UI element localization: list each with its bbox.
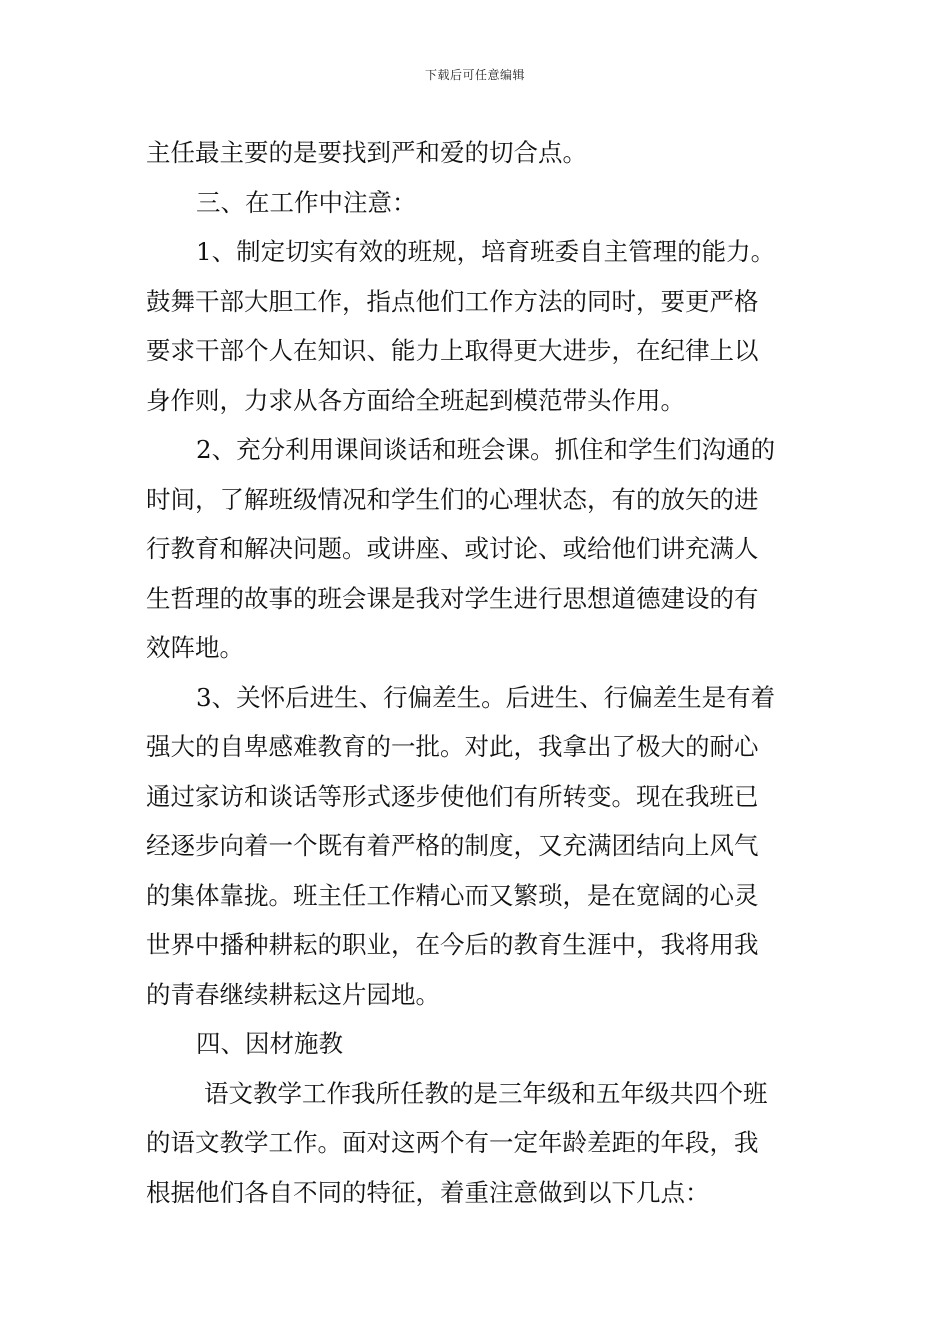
paragraph-line: 2、充分利用课间谈话和班会课。抓住和学生们沟通的: [196, 435, 776, 464]
paragraph-line: 主任最主要的是要找到严和爱的切合点。: [146, 138, 587, 167]
paragraph-line: 鼓舞干部大胆工作，指点他们工作方法的同时，要更严格: [146, 286, 759, 316]
section-heading: 四、因材施教: [196, 1029, 343, 1058]
paragraph-line: 效阵地。: [146, 633, 244, 662]
paragraph-line: 通过家访和谈话等形式逐步使他们有所转变。现在我班已: [146, 781, 759, 811]
paragraph-line: 要求干部个人在知识、能力上取得更大进步，在纪律上以: [146, 336, 759, 365]
paragraph-line: 根据他们各自不同的特征，着重注意做到以下几点：: [146, 1177, 710, 1207]
paragraph-line: 经逐步向着一个既有着严格的制度，又充满团结向上风气: [146, 831, 759, 860]
paragraph-line: 1、制定切实有效的班规，培育班委自主管理的能力。: [196, 237, 776, 266]
paragraph-line: 的青春继续耕耘这片园地。: [146, 979, 440, 1009]
paragraph-line: 身作则，力求从各方面给全班起到模范带头作用。: [146, 385, 685, 415]
paragraph-line: 时间，了解班级情况和学生们的心理状态，有的放矢的进: [146, 484, 759, 514]
paragraph-line: 行教育和解决问题。或讲座、或讨论、或给他们讲充满人: [146, 534, 759, 563]
paragraph-line: 强大的自卑感难教育的一批。对此，我拿出了极大的耐心: [146, 732, 759, 761]
paragraph-line: 的集体靠拢。班主任工作精心而又繁琐，是在宽阔的心灵: [146, 880, 759, 910]
paragraph-line: 世界中播种耕耘的职业，在今后的教育生涯中，我将用我: [146, 930, 759, 959]
paragraph-line: 的语文教学工作。面对这两个有一定年龄差距的年段，我: [146, 1128, 759, 1157]
paragraph-line: 语文教学工作我所任教的是三年级和五年级共四个班: [204, 1078, 768, 1108]
paragraph-line: 3、关怀后进生、行偏差生。后进生、行偏差生是有着: [196, 682, 776, 712]
paragraph-line: 生哲理的故事的班会课是我对学生进行思想道德建设的有: [146, 583, 759, 613]
page-header: 下载后可任意编辑: [424, 68, 525, 82]
section-heading: 三、在工作中注意：: [196, 187, 417, 217]
document-body: [146, 128, 808, 1217]
